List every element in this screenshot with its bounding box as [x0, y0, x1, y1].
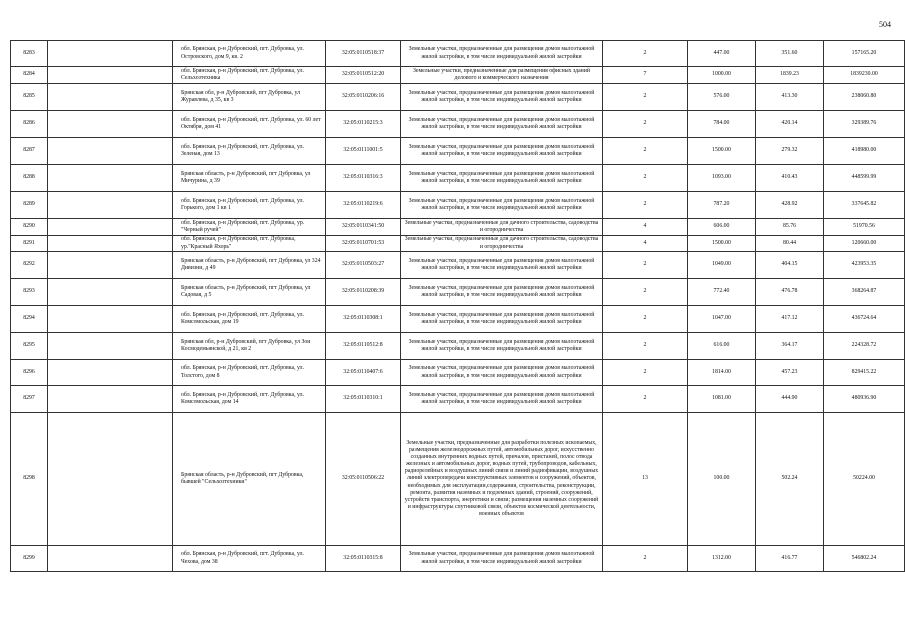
cadastral-value-cell: 1839230.00 — [824, 67, 905, 84]
area-cell: 1081.00 — [688, 386, 756, 413]
cadastral-value-cell: 436724.64 — [824, 306, 905, 333]
cadastral-number-cell: 32:05:0110341:50 — [326, 219, 401, 236]
table-row — [11, 111, 905, 138]
address-cell: обл. Брянская, р-н Дубровский, пгт. Дубровка, ул. Комсомольская, дом 19 — [173, 306, 326, 333]
cadastral-number-cell: 32:05:0110208:39 — [326, 279, 401, 306]
row-number-cell: 8293 — [11, 279, 48, 306]
cadastral-value-cell: 51970.56 — [824, 219, 905, 236]
specific-value-cell: 416.77 — [756, 546, 824, 572]
specific-value-cell: 417.12 — [756, 306, 824, 333]
land-use-purpose-cell: Земельные участки, предназначенные для размещения домов малоэтажной жилой застройки, в том числе индивидуальной жилой застройки — [401, 360, 603, 386]
specific-value-cell: 85.76 — [756, 219, 824, 236]
empty-cell — [48, 546, 173, 572]
land-use-purpose-cell: Земельные участки, предназначенные для размещения домов малоэтажной жилой застройки, в том числе индивидуальной жилой застройки — [401, 252, 603, 279]
address-cell: обл. Брянская, р-н Дубровский, пгт. Дубровка, ул. 60 лет Октября, дом 41 — [173, 111, 326, 138]
table-row — [11, 413, 905, 546]
land-use-purpose-cell: Земельные участки, предназначенные для размещения домов малоэтажной жилой застройки, в том числе индивидуальной жилой застройки — [401, 138, 603, 165]
empty-cell — [48, 219, 173, 236]
land-use-purpose-cell: Земельные участки, предназначенные для размещения домов малоэтажной жилой застройки, в том числе индивидуальной жилой застройки — [401, 84, 603, 111]
cadastral-number-cell: 32:05:0110308:1 — [326, 306, 401, 333]
empty-cell — [48, 165, 173, 192]
use-group-cell: 2 — [603, 165, 688, 192]
row-number-cell: 8296 — [11, 360, 48, 386]
cadastral-value-cell: 418980.00 — [824, 138, 905, 165]
cadastral-value-cell: 368264.87 — [824, 279, 905, 306]
area-cell: 1312.00 — [688, 546, 756, 572]
row-number-cell: 8299 — [11, 546, 48, 572]
land-use-purpose-cell: Земельные участки, предназначенные для размещения домов малоэтажной жилой застройки, в том числе индивидуальной жилой застройки — [401, 386, 603, 413]
specific-value-cell: 476.78 — [756, 279, 824, 306]
empty-cell — [48, 111, 173, 138]
table-row — [11, 219, 905, 236]
area-cell: 1047.00 — [688, 306, 756, 333]
table-body — [11, 41, 905, 572]
row-number-cell: 8286 — [11, 111, 48, 138]
empty-cell — [48, 306, 173, 333]
use-group-cell: 4 — [603, 219, 688, 236]
cadastral-value-cell: 337645.82 — [824, 192, 905, 219]
cadastral-number-cell: 32:05:0110219:6 — [326, 192, 401, 219]
use-group-cell: 2 — [603, 333, 688, 360]
specific-value-cell: 1839.23 — [756, 67, 824, 84]
cadastral-number-cell: 32:05:0110215:3 — [326, 111, 401, 138]
use-group-cell: 2 — [603, 84, 688, 111]
cadastral-value-cell: 157165.20 — [824, 41, 905, 67]
area-cell: 1000.00 — [688, 67, 756, 84]
cadastral-number-cell: 32:05:0110512:8 — [326, 333, 401, 360]
table-row — [11, 41, 905, 67]
land-use-purpose-cell: Земельные участки, предназначенные для дачного строительства, садоводства и огородничества — [401, 236, 603, 252]
address-cell: обл. Брянская, р-н Дубровский, пгт. Дубровка, ул. Горького, дом 1 кв 1 — [173, 192, 326, 219]
empty-cell — [48, 386, 173, 413]
land-use-purpose-cell: Земельные участки, предназначенные для размещения домов малоэтажной жилой застройки, в том числе индивидуальной жилой застройки — [401, 41, 603, 67]
empty-cell — [48, 333, 173, 360]
land-use-purpose-cell: Земельные участки, предназначенные для размещения домов малоэтажной жилой застройки, в том числе индивидуальной жилой застройки — [401, 279, 603, 306]
empty-cell — [48, 236, 173, 252]
address-cell: обл. Брянская, р-н Дубровский, пгт. Дубровка, ур."Красный Яхорь" — [173, 236, 326, 252]
specific-value-cell: 420.14 — [756, 111, 824, 138]
address-cell: обл. Брянская, р-н Дубровский, пгт. Дубровка, ул. Комсомольская, дом 14 — [173, 386, 326, 413]
address-cell: Брянская обл, р-н Дубровский, пгт Дубровка, ул Зои Космодемьянской, д 21, кв 2 — [173, 333, 326, 360]
address-cell: Брянская обл, р-н Дубровский, пгт Дубровка, ул Журавлева, д 35, кв 3 — [173, 84, 326, 111]
row-number-cell: 8292 — [11, 252, 48, 279]
area-cell: 616.00 — [688, 333, 756, 360]
land-use-purpose-cell: Земельные участки, предназначенные для размещения домов малоэтажной жилой застройки, в том числе индивидуальной жилой застройки — [401, 306, 603, 333]
cadastral-value-cell: 238060.80 — [824, 84, 905, 111]
address-cell: Брянская область, р-н Дубровский, пгт Дубровка, ул Мичурина, д 39 — [173, 165, 326, 192]
address-cell: Брянская область, р-н Дубровский, пгт Дубровка, ул Садовая, д 5 — [173, 279, 326, 306]
specific-value-cell: 80.44 — [756, 236, 824, 252]
empty-cell — [48, 84, 173, 111]
use-group-cell: 2 — [603, 546, 688, 572]
cadastral-number-cell: 32:05:0110518:37 — [326, 41, 401, 67]
land-use-purpose-cell: Земельные участки, предназначенные для размещения домов малоэтажной жилой застройки, в том числе индивидуальной жилой застройки — [401, 546, 603, 572]
row-number-cell: 8284 — [11, 67, 48, 84]
address-cell: Брянская область, р-н Дубровский, пгт Дубровка, бывшей "Сельхозтехники" — [173, 413, 326, 546]
use-group-cell: 2 — [603, 306, 688, 333]
address-cell: обл. Брянская, р-н Дубровский, пгт. Дубровка, ул. Толстого, дом 8 — [173, 360, 326, 386]
specific-value-cell: 413.30 — [756, 84, 824, 111]
use-group-cell: 13 — [603, 413, 688, 546]
specific-value-cell: 351.60 — [756, 41, 824, 67]
land-use-purpose-cell: Земельные участки, предназначенные для размещения домов малоэтажной жилой застройки, в том числе индивидуальной жилой застройки — [401, 333, 603, 360]
area-cell: 1093.00 — [688, 165, 756, 192]
row-number-cell: 8288 — [11, 165, 48, 192]
use-group-cell: 2 — [603, 138, 688, 165]
table-row — [11, 165, 905, 192]
row-number-cell: 8290 — [11, 219, 48, 236]
area-cell: 606.00 — [688, 219, 756, 236]
table-row — [11, 546, 905, 572]
land-use-purpose-cell: Земельные участки, предназначенные для разработки полезных ископаемых, размещения железнодорожных путей, автомобильных дорог, искусственно созданных внутренних водных путей, причалов, пристаней, полос отвода железных и автомобильных дорог, водных путей, трубопроводов, кабельных, радиорелейных и воздушных линий связи и линий радиофикации, воздушных линий электропередачи конструктивных элементов и сооружений, объектов, необходимых для эксплуатации,содержания, строительства, реконструкции, ремонта, развития наземных и подземных зданий, строений, сооружений, устройств транспорта, энергетики и связи; размещения наземных сооружений и инфраструктуры спутниковой связи, объектов космической деятельности, военных объектов — [401, 413, 603, 546]
cadastral-number-cell: 32:05:0110316:3 — [326, 165, 401, 192]
specific-value-cell: 444.90 — [756, 386, 824, 413]
table-row — [11, 279, 905, 306]
table-row — [11, 360, 905, 386]
empty-cell — [48, 252, 173, 279]
specific-value-cell: 428.92 — [756, 192, 824, 219]
cadastral-number-cell: 32:05:0110407:6 — [326, 360, 401, 386]
row-number-cell: 8295 — [11, 333, 48, 360]
cadastral-value-cell: 329389.76 — [824, 111, 905, 138]
area-cell: 1814.00 — [688, 360, 756, 386]
cadastral-value-cell: 224328.72 — [824, 333, 905, 360]
cadastral-number-cell: 32:05:0110315:8 — [326, 546, 401, 572]
row-number-cell: 8291 — [11, 236, 48, 252]
row-number-cell: 8283 — [11, 41, 48, 67]
row-number-cell: 8294 — [11, 306, 48, 333]
table-row — [11, 138, 905, 165]
table-row — [11, 67, 905, 84]
address-cell: обл. Брянская, р-н Дубровский, пгт. Дубровка, ул. Зеленая, дом 13 — [173, 138, 326, 165]
use-group-cell: 4 — [603, 236, 688, 252]
cadastral-value-cell: 448599.99 — [824, 165, 905, 192]
area-cell: 1500.00 — [688, 236, 756, 252]
land-use-purpose-cell: Земельные участки, предназначенные для дачного строительства, садоводства и огородничества — [401, 219, 603, 236]
address-cell: обл. Брянская, р-н Дубровский, пгт. Дубровка, ул. Чехова, дом 38 — [173, 546, 326, 572]
row-number-cell: 8289 — [11, 192, 48, 219]
table-row — [11, 333, 905, 360]
use-group-cell: 2 — [603, 111, 688, 138]
specific-value-cell: 457.23 — [756, 360, 824, 386]
use-group-cell: 2 — [603, 192, 688, 219]
empty-cell — [48, 192, 173, 219]
cadastral-value-cell: 50224.00 — [824, 413, 905, 546]
specific-value-cell: 410.43 — [756, 165, 824, 192]
cadastral-value-cell: 120660.00 — [824, 236, 905, 252]
cadastral-number-cell: 32:05:0110701:53 — [326, 236, 401, 252]
empty-cell — [48, 360, 173, 386]
empty-cell — [48, 41, 173, 67]
page-number: 504 — [879, 20, 891, 29]
table-row — [11, 84, 905, 111]
cadastral-number-cell: 32:05:0110206:16 — [326, 84, 401, 111]
use-group-cell: 2 — [603, 360, 688, 386]
empty-cell — [48, 279, 173, 306]
specific-value-cell: 364.17 — [756, 333, 824, 360]
address-cell: обл. Брянская, р-н Дубровский, пгт. Дубровка, ур. "Черный ручей" — [173, 219, 326, 236]
cadastral-number-cell: 32:05:0110503:27 — [326, 252, 401, 279]
cadastral-number-cell: 32:05:0110512:20 — [326, 67, 401, 84]
land-use-purpose-cell: Земельные участки, предназначенные для размещения домов малоэтажной жилой застройки, в том числе индивидуальной жилой застройки — [401, 192, 603, 219]
row-number-cell: 8297 — [11, 386, 48, 413]
specific-value-cell: 404.15 — [756, 252, 824, 279]
row-number-cell: 8298 — [11, 413, 48, 546]
area-cell: 1049.00 — [688, 252, 756, 279]
cadastral-number-cell: 32:05:0110506:22 — [326, 413, 401, 546]
table-row — [11, 386, 905, 413]
empty-cell — [48, 413, 173, 546]
address-cell: обл. Брянская, р-н Дубровский, пгт. Дубровка, ул. Сельхозтехника — [173, 67, 326, 84]
cadastral-value-cell: 480936.90 — [824, 386, 905, 413]
area-cell: 784.00 — [688, 111, 756, 138]
address-cell: обл. Брянская, р-н Дубровский, пгт. Дубровка, ул. Островского, дом 9, кв. 2 — [173, 41, 326, 67]
use-group-cell: 2 — [603, 252, 688, 279]
use-group-cell: 7 — [603, 67, 688, 84]
empty-cell — [48, 67, 173, 84]
land-use-purpose-cell: Земельные участки, предназначенные для размещения офисных зданий делового и коммерческого назначения — [401, 67, 603, 84]
specific-value-cell: 279.32 — [756, 138, 824, 165]
row-number-cell: 8285 — [11, 84, 48, 111]
use-group-cell: 2 — [603, 41, 688, 67]
use-group-cell: 2 — [603, 279, 688, 306]
area-cell: 100.00 — [688, 413, 756, 546]
area-cell: 772.40 — [688, 279, 756, 306]
row-number-cell: 8287 — [11, 138, 48, 165]
use-group-cell: 2 — [603, 386, 688, 413]
table-row — [11, 236, 905, 252]
area-cell: 787.20 — [688, 192, 756, 219]
area-cell: 1500.00 — [688, 138, 756, 165]
cadastral-value-cell: 546802.24 — [824, 546, 905, 572]
land-parcels-table — [10, 40, 905, 572]
land-use-purpose-cell: Земельные участки, предназначенные для размещения домов малоэтажной жилой застройки, в том числе индивидуальной жилой застройки — [401, 165, 603, 192]
empty-cell — [48, 138, 173, 165]
cadastral-value-cell: 423953.35 — [824, 252, 905, 279]
specific-value-cell: 502.24 — [756, 413, 824, 546]
area-cell: 576.00 — [688, 84, 756, 111]
address-cell: Брянская область, р-н Дубровский, пгт Дубровка, ул 324 Дивизии, д 49 — [173, 252, 326, 279]
table-row — [11, 306, 905, 333]
land-use-purpose-cell: Земельные участки, предназначенные для размещения домов малоэтажной жилой застройки, в том числе индивидуальной жилой застройки — [401, 111, 603, 138]
table-row — [11, 252, 905, 279]
table-row — [11, 192, 905, 219]
cadastral-number-cell: 32:05:0110310:1 — [326, 386, 401, 413]
cadastral-value-cell: 829415.22 — [824, 360, 905, 386]
area-cell: 447.00 — [688, 41, 756, 67]
cadastral-number-cell: 32:05:0111001:5 — [326, 138, 401, 165]
